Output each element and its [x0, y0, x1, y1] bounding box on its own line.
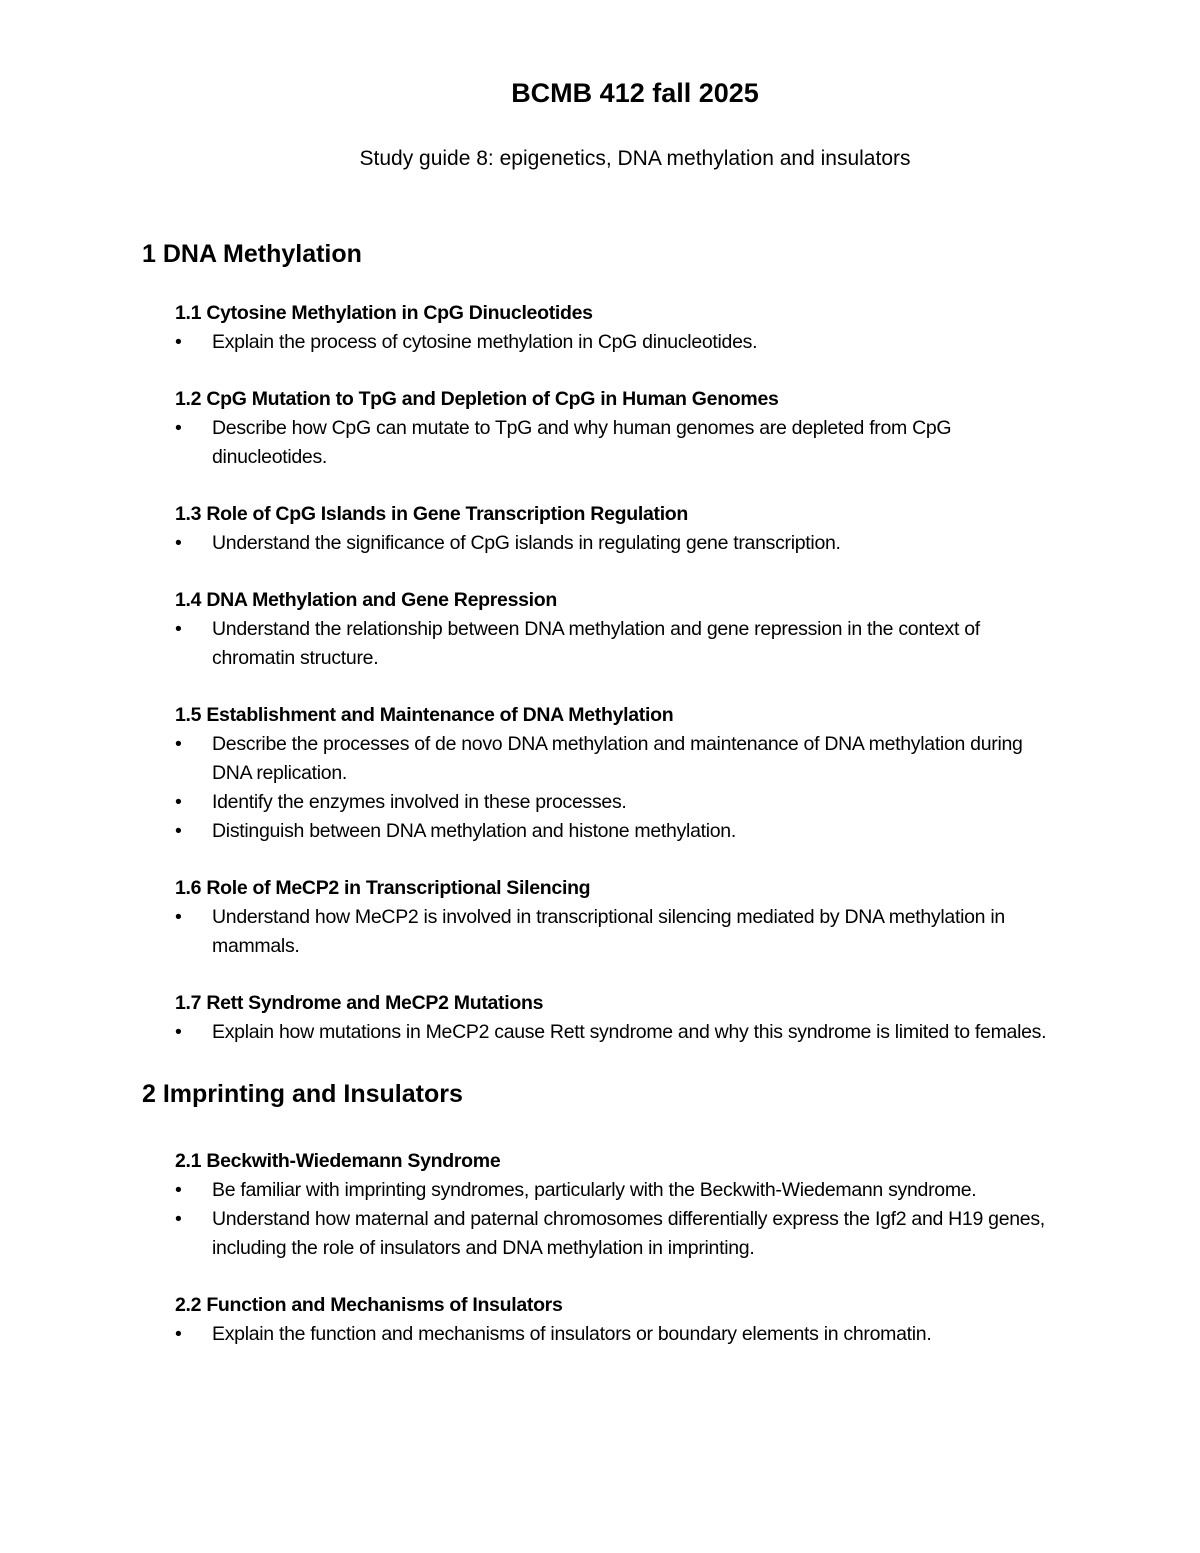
- subsection-heading: 1.4 DNA Methylation and Gene Repression: [175, 589, 557, 611]
- subsection-heading: 2.2 Function and Mechanisms of Insulators: [175, 1294, 563, 1316]
- subsection-heading: 1.3 Role of CpG Islands in Gene Transcription Regulation: [175, 503, 689, 525]
- subsection: [175, 989, 1082, 1047]
- section-heading: 2 Imprinting and Insulators: [142, 1080, 463, 1108]
- subsection-heading: 1.1 Cytosine Methylation in CpG Dinucleotides: [175, 302, 593, 324]
- subsection-heading: 1.7 Rett Syndrome and MeCP2 Mutations: [175, 992, 544, 1014]
- bullet-item: [175, 1205, 1082, 1263]
- bullet-icon: •: [175, 532, 182, 554]
- bullet-icon: •: [175, 1208, 182, 1230]
- subsection: [175, 874, 1082, 961]
- bullet-text: Understand how maternal and paternal chromosomes differentially express the Igf2 and H19 genes, including the role of insulators and DNA methylation in imprinting.: [212, 1208, 1045, 1259]
- bullet-icon: •: [175, 618, 182, 640]
- subsection: [175, 701, 1082, 846]
- bullet-item: [175, 529, 1082, 558]
- bullet-item: [175, 414, 1082, 472]
- bullet-icon: •: [175, 1021, 182, 1043]
- bullet-item: [175, 817, 1082, 846]
- document-title: BCMB 412 fall 2025: [511, 78, 759, 108]
- subsection: [175, 1147, 1082, 1263]
- bullet-item: [175, 1320, 1082, 1349]
- bullet-text: Explain the process of cytosine methylation in CpG dinucleotides.: [212, 331, 758, 353]
- bullet-text: Explain how mutations in MeCP2 cause Rett syndrome and why this syndrome is limited to females.: [212, 1021, 1047, 1043]
- section: [142, 237, 1082, 1047]
- bullet-icon: •: [175, 1179, 182, 1201]
- subsection-heading: 1.6 Role of MeCP2 in Transcriptional Silencing: [175, 877, 591, 899]
- subsection: [175, 1291, 1082, 1349]
- subsection: [175, 299, 1082, 357]
- bullet-icon: •: [175, 791, 182, 813]
- bullet-text: Understand how MeCP2 is involved in transcriptional silencing mediated by DNA methylation in mammals.: [212, 906, 1005, 957]
- bullet-item: [175, 788, 1082, 817]
- document-body: [142, 237, 1082, 1379]
- subsection-heading: 1.2 CpG Mutation to TpG and Depletion of CpG in Human Genomes: [175, 388, 779, 410]
- subsection: [175, 586, 1082, 673]
- subsection-heading: 2.1 Beckwith-Wiedemann Syndrome: [175, 1150, 501, 1172]
- bullet-text: Understand the significance of CpG islands in regulating gene transcription.: [212, 532, 841, 554]
- bullet-text: Be familiar with imprinting syndromes, particularly with the Beckwith-Wiedemann syndrome.: [212, 1179, 977, 1201]
- document-subtitle: Study guide 8: epigenetics, DNA methylation and insulators: [359, 147, 911, 170]
- subsection: [175, 500, 1082, 558]
- bullet-text: Distinguish between DNA methylation and histone methylation.: [212, 820, 736, 842]
- bullet-text: Describe the processes of de novo DNA methylation and maintenance of DNA methylation during DNA replication.: [212, 733, 1023, 784]
- bullet-text: Understand the relationship between DNA methylation and gene repression in the context of chromatin structure.: [212, 618, 980, 669]
- bullet-icon: •: [175, 820, 182, 842]
- bullet-text: Describe how CpG can mutate to TpG and why human genomes are depleted from CpG dinucleotides.: [212, 417, 952, 468]
- bullet-icon: •: [175, 1323, 182, 1345]
- bullet-icon: •: [175, 733, 182, 755]
- bullet-item: [175, 615, 1082, 673]
- bullet-item: [175, 1176, 1082, 1205]
- bullet-text: Identify the enzymes involved in these processes.: [212, 791, 627, 813]
- bullet-icon: •: [175, 906, 182, 928]
- bullet-item: [175, 1018, 1082, 1047]
- section-heading: 1 DNA Methylation: [142, 240, 362, 268]
- bullet-icon: •: [175, 417, 182, 439]
- bullet-item: [175, 328, 1082, 357]
- bullet-icon: •: [175, 331, 182, 353]
- bullet-text: Explain the function and mechanisms of insulators or boundary elements in chromatin.: [212, 1323, 932, 1345]
- subsection: [175, 385, 1082, 472]
- subsection-heading: 1.5 Establishment and Maintenance of DNA Methylation: [175, 704, 674, 726]
- bullet-item: [175, 903, 1082, 961]
- bullet-item: [175, 730, 1082, 788]
- section: [142, 1077, 1082, 1349]
